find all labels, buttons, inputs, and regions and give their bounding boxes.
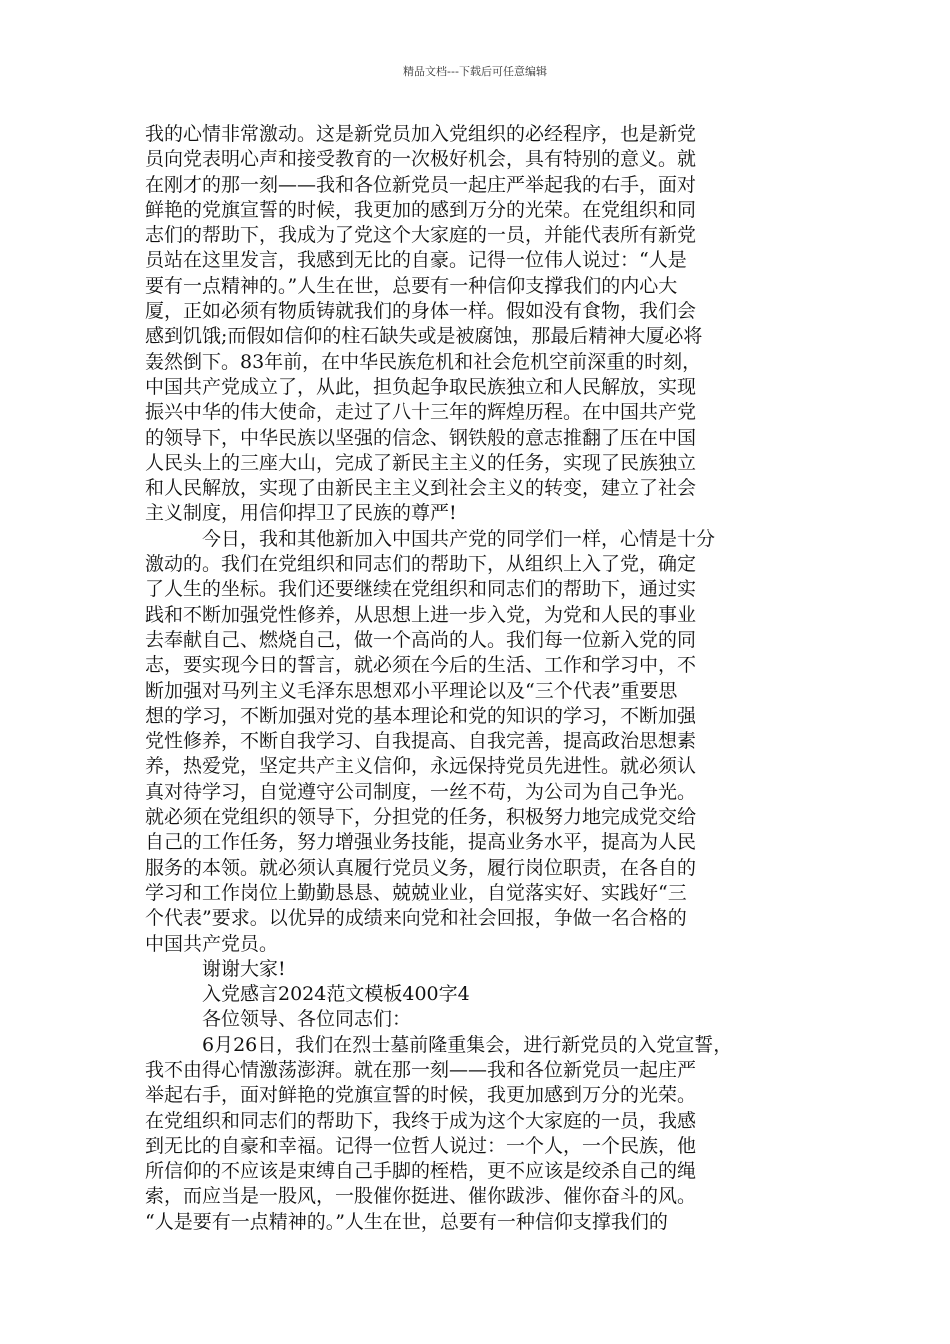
text-line: 今日，我和其他新加入中国共产党的同学们一样，心情是十分 [202, 527, 716, 550]
text-line: 主义制度，用信仰捍卫了民族的尊严! [145, 502, 457, 525]
text-line: 志，要实现今日的誓言，就必须在今后的生活、工作和学习中，不 [145, 654, 697, 677]
text-line: 激动的。我们在党组织和同志们的帮助下，从组织上入了党，确定 [145, 553, 697, 576]
text-line: 中国共产党员。 [145, 932, 279, 955]
text-line: 感到饥饿;而假如信仰的柱石缺失或是被腐蚀，那最后精神大厦必将 [145, 325, 703, 348]
text-line: 想的学习，不断加强对党的基本理论和党的知识的学习，不断加强 [145, 704, 697, 727]
text-line: 振兴中华的伟大使命，走过了八十三年的辉煌历程。在中国共产党 [145, 401, 697, 424]
text-line: 个代表”要求。以优异的成绩来向党和社会回报，争做一名合格的 [145, 907, 687, 930]
text-line: 学习和工作岗位上勤勤恳恳、兢兢业业，自觉落实好、实践好“三 [145, 881, 687, 904]
text-line: 中国共产党成立了，从此，担负起争取民族独立和人民解放，实现 [145, 375, 697, 398]
text-line: 和人民解放，实现了由新民主主义到社会主义的转变，建立了社会 [145, 477, 697, 500]
text-line: “人是要有一点精神的。”人生在世，总要有一种信仰支撑我们的 [145, 1210, 668, 1233]
text-line: 轰然倒下。83年前，在中华民族危机和社会危机空前深重的时刻， [145, 350, 702, 373]
text-line: 断加强对马列主义毛泽东思想邓小平理论以及“三个代表”重要思 [145, 679, 678, 702]
text-line: 员向党表明心声和接受教育的一次极好机会，具有特别的意义。就 [145, 148, 697, 171]
document-body [145, 122, 811, 1235]
text-line: 践和不断加强党性修养，从思想上进一步入党，为党和人民的事业 [145, 603, 697, 626]
text-line: 党性修养，不断自我学习、自我提高、自我完善，提高政治思想素 [145, 730, 697, 753]
text-line: 厦，正如必须有物质铸就我们的身体一样。假如没有食物，我们会 [145, 300, 697, 323]
text-line: 员站在这里发言，我感到无比的自豪。记得一位伟人说过：“人是 [145, 249, 687, 272]
text-line: 志们的帮助下，我成为了党这个大家庭的一员，并能代表所有新党 [145, 224, 697, 247]
text-line: 自己的工作任务，努力增强业务技能，提高业务水平，提高为人民 [145, 831, 697, 854]
text-line: 人民头上的三座大山，完成了新民主主义的任务，实现了民族独立 [145, 451, 697, 474]
text-line: 了人生的坐标。我们还要继续在党组织和同志们的帮助下，通过实 [145, 578, 697, 601]
text-line: 的领导下，中华民族以坚强的信念、钢铁般的意志推翻了压在中国 [145, 426, 697, 449]
text-line: 各位领导、各位同志们： [202, 1008, 412, 1031]
text-line: 到无比的自豪和幸福。记得一位哲人说过：一个人，一个民族，他 [145, 1134, 697, 1157]
page-header: 精品文档---下载后可任意编辑 [403, 65, 547, 78]
text-line: 养，热爱党，坚定共产主义信仰，永远保持党员先进性。就必须认 [145, 755, 697, 778]
text-line: 去奉献自己、燃烧自己，做一个高尚的人。我们每一位新入党的同 [145, 628, 697, 651]
text-line: 真对待学习，自觉遵守公司制度，一丝不苟，为公司为自己争光。 [145, 780, 697, 803]
text-line: 在刚才的那一刻——我和各位新党员一起庄严举起我的右手，面对 [145, 173, 697, 196]
text-line: 入党感言2024范文模板400字4 [202, 983, 470, 1006]
text-line: 要有一点精神的。”人生在世，总要有一种信仰支撑我们的内心大 [145, 274, 678, 297]
text-line: 索，而应当是一股风，一股催你挺进、催你跋涉、催你奋斗的风。 [145, 1185, 697, 1208]
text-line: 就必须在党组织的领导下，分担党的任务，积极努力地完成党交给 [145, 806, 697, 829]
text-line: 6月26日，我们在烈士墓前隆重集会，进行新党员的入党宣誓， [202, 1033, 733, 1056]
text-line: 举起右手，面对鲜艳的党旗宣誓的时候，我更加感到万分的光荣。 [145, 1084, 697, 1107]
text-line: 所信仰的不应该是束缚自己手脚的桎梏，更不应该是绞杀自己的绳 [145, 1160, 697, 1183]
text-line: 我的心情非常激动。这是新党员加入党组织的必经程序，也是新党 [145, 123, 697, 145]
text-line: 在党组织和同志们的帮助下，我终于成为这个大家庭的一员，我感 [145, 1109, 697, 1132]
text-line: 鲜艳的党旗宣誓的时候，我更加的感到万分的光荣。在党组织和同 [145, 198, 697, 221]
text-line: 谢谢大家! [202, 957, 286, 980]
text-line: 服务的本领。就必须认真履行党员义务，履行岗位职责，在各自的 [145, 856, 697, 879]
text-line: 我不由得心情激荡澎湃。就在那一刻——我和各位新党员一起庄严 [145, 1058, 697, 1081]
